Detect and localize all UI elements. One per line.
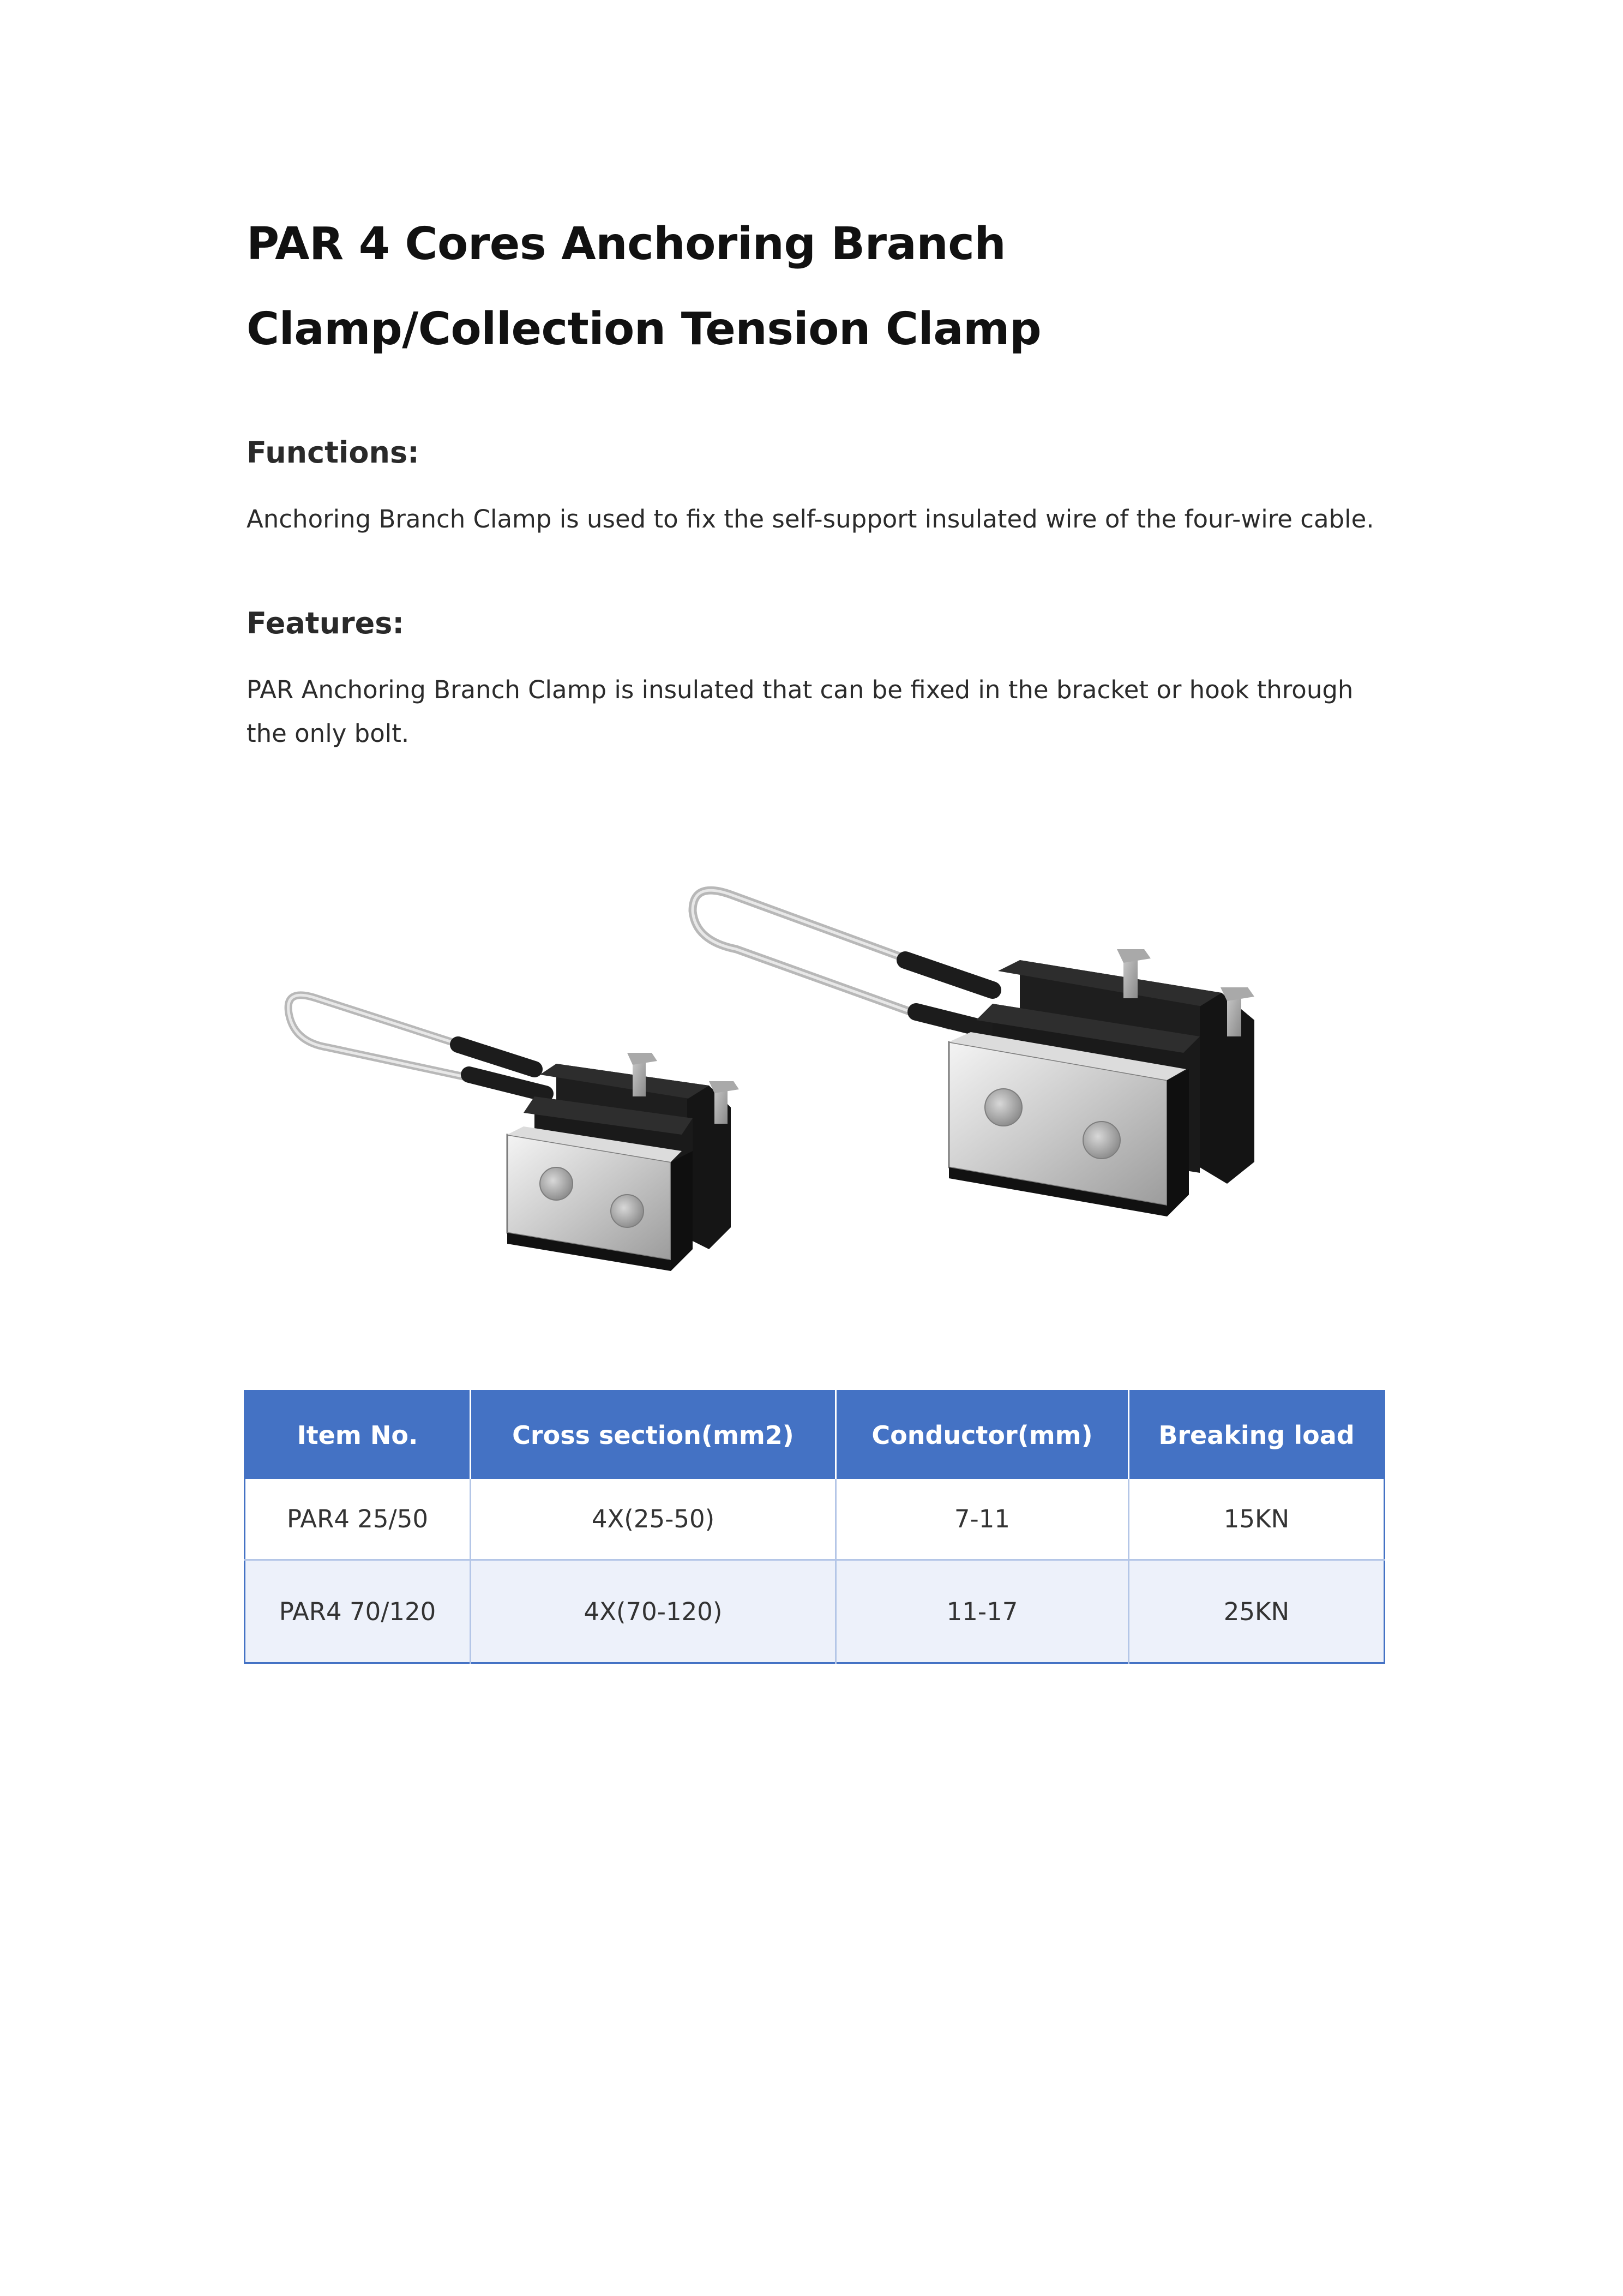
cell-breaking-load: 25KN: [1129, 1560, 1385, 1663]
features-text: PAR Anchoring Branch Clamp is insulated that can be fixed in the bracket or hook through the only bolt.: [247, 675, 1354, 748]
cell-breaking-load: 15KN: [1129, 1479, 1385, 1560]
document-title: PAR 4 Cores Anchoring Branch Clamp/Collection Tension Clamp: [247, 218, 1042, 355]
large-clamp-graphic: [693, 890, 1254, 1216]
table-header-row: [245, 1391, 1385, 1479]
functions-text: Anchoring Branch Clamp is used to fix the self-support insulated wire of the four-wire cable.: [247, 505, 1374, 533]
cell-conductor: 7-11: [836, 1479, 1129, 1560]
features-heading: Features:: [247, 606, 405, 640]
table-row: [245, 1479, 1385, 1560]
header-cross-section: Cross section(mm2): [471, 1391, 836, 1479]
cell-item-no: PAR4 70/120: [245, 1560, 471, 1663]
header-item-no: Item No.: [245, 1391, 471, 1479]
cell-cross-section: 4X(70-120): [471, 1560, 836, 1663]
cell-item-no: PAR4 25/50: [245, 1479, 471, 1560]
table-row: [245, 1560, 1385, 1663]
cell-cross-section: 4X(25-50): [471, 1479, 836, 1560]
cell-conductor: 11-17: [836, 1560, 1129, 1663]
header-conductor: Conductor(mm): [836, 1391, 1129, 1479]
functions-heading: Functions:: [247, 435, 419, 470]
header-breaking-load: Breaking load: [1129, 1391, 1385, 1479]
product-photo: [251, 878, 1385, 1315]
spec-table: [244, 1390, 1385, 1664]
small-clamp-graphic: [288, 995, 739, 1271]
